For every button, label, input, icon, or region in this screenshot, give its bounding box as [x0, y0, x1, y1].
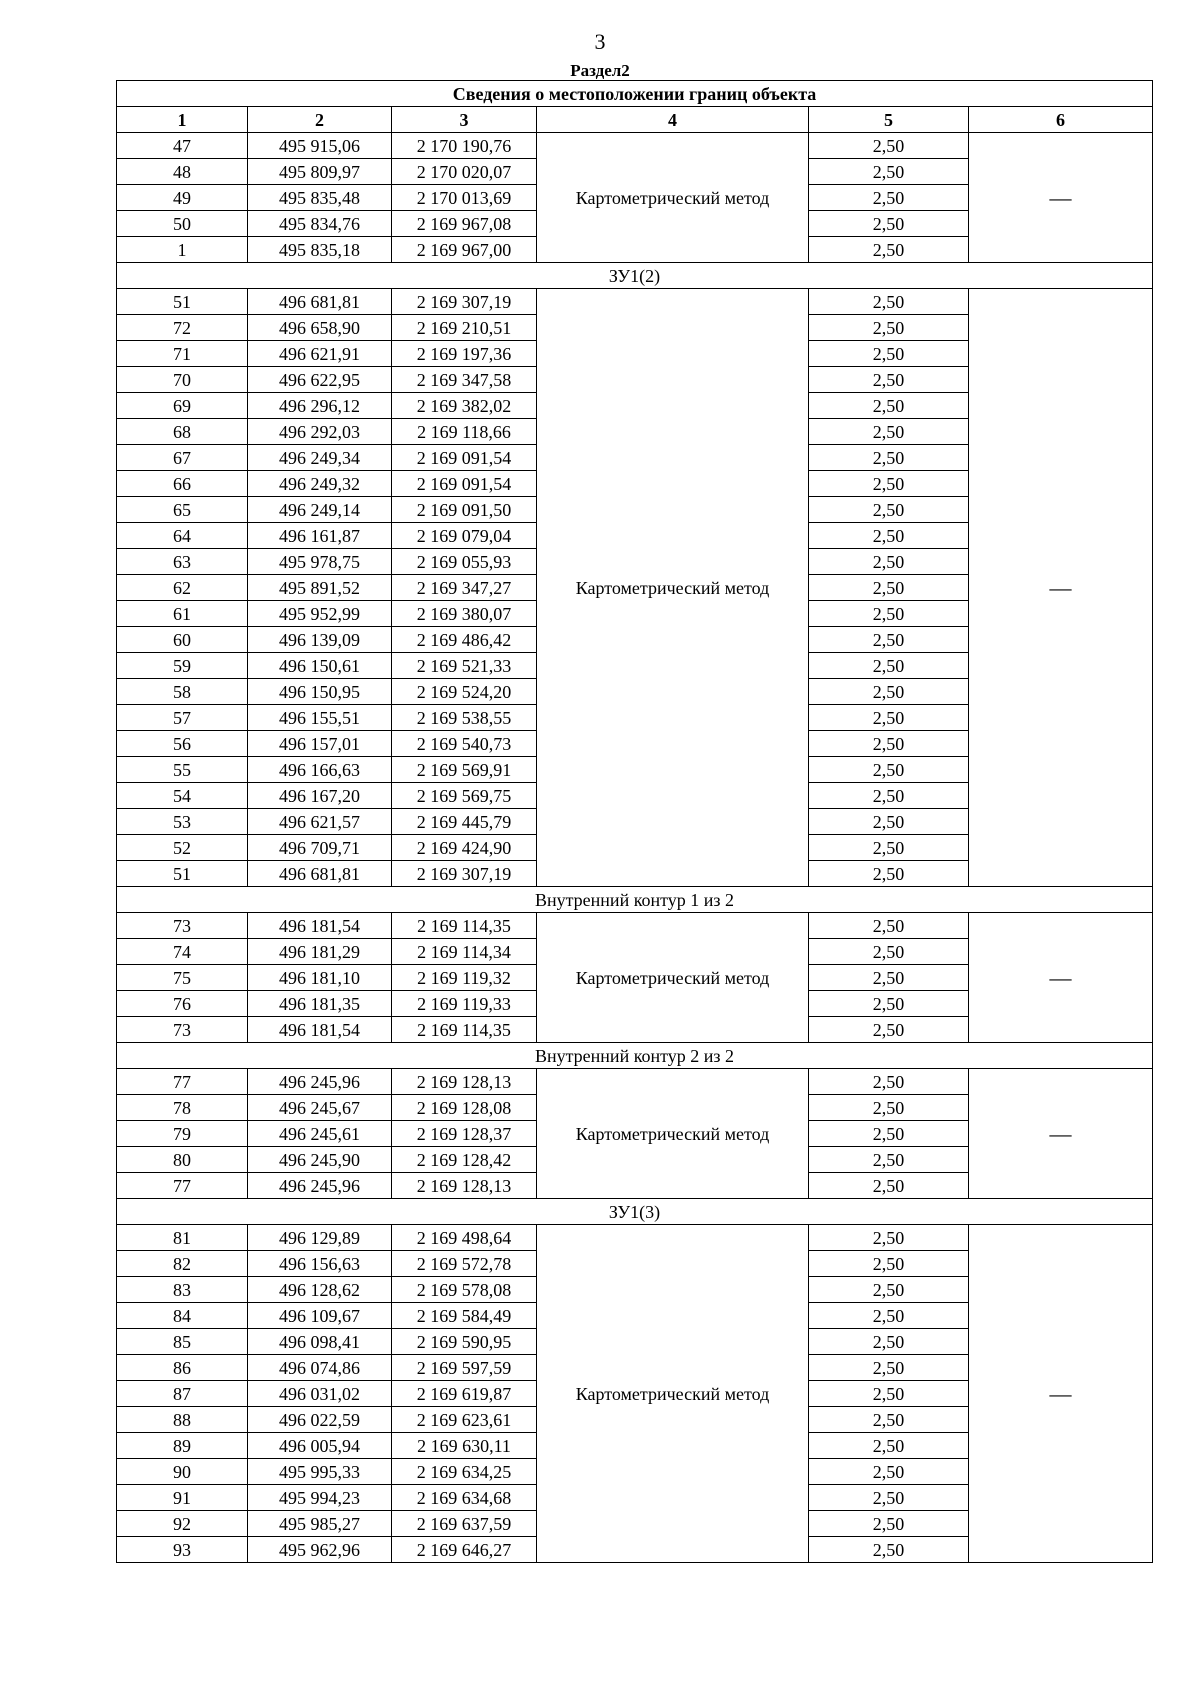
point-number-cell: 85	[117, 1329, 248, 1355]
accuracy-cell: 2,50	[809, 965, 969, 991]
y-coordinate-cell: 2 169 347,27	[392, 575, 537, 601]
x-coordinate-cell: 496 249,34	[248, 445, 392, 471]
accuracy-cell: 2,50	[809, 289, 969, 315]
accuracy-cell: 2,50	[809, 1407, 969, 1433]
accuracy-cell: 2,50	[809, 913, 969, 939]
x-coordinate-cell: 496 074,86	[248, 1355, 392, 1381]
y-coordinate-cell: 2 169 079,04	[392, 523, 537, 549]
table-body	[117, 133, 1153, 1563]
point-number-cell: 52	[117, 835, 248, 861]
point-number-cell: 74	[117, 939, 248, 965]
point-number-cell: 65	[117, 497, 248, 523]
accuracy-cell: 2,50	[809, 1485, 969, 1511]
point-number-cell: 60	[117, 627, 248, 653]
accuracy-cell: 2,50	[809, 1251, 969, 1277]
accuracy-cell: 2,50	[809, 341, 969, 367]
point-number-cell: 77	[117, 1173, 248, 1199]
point-number-cell: 50	[117, 211, 248, 237]
x-coordinate-cell: 496 622,95	[248, 367, 392, 393]
accuracy-cell: 2,50	[809, 835, 969, 861]
x-coordinate-cell: 495 952,99	[248, 601, 392, 627]
accuracy-cell: 2,50	[809, 705, 969, 731]
y-coordinate-cell: 2 169 382,02	[392, 393, 537, 419]
point-number-cell: 57	[117, 705, 248, 731]
x-coordinate-cell: 496 681,81	[248, 289, 392, 315]
y-coordinate-cell: 2 169 114,35	[392, 1017, 537, 1043]
accuracy-cell: 2,50	[809, 237, 969, 263]
x-coordinate-cell: 496 166,63	[248, 757, 392, 783]
point-number-cell: 87	[117, 1381, 248, 1407]
point-number-cell: 72	[117, 315, 248, 341]
accuracy-cell: 2,50	[809, 783, 969, 809]
accuracy-cell: 2,50	[809, 211, 969, 237]
accuracy-cell: 2,50	[809, 315, 969, 341]
point-number-cell: 90	[117, 1459, 248, 1485]
accuracy-cell: 2,50	[809, 731, 969, 757]
point-number-cell: 73	[117, 1017, 248, 1043]
x-coordinate-cell: 496 709,71	[248, 835, 392, 861]
accuracy-cell: 2,50	[809, 1511, 969, 1537]
accuracy-cell: 2,50	[809, 679, 969, 705]
y-coordinate-cell: 2 169 118,66	[392, 419, 537, 445]
accuracy-cell: 2,50	[809, 471, 969, 497]
y-coordinate-cell: 2 169 967,00	[392, 237, 537, 263]
group-header-row	[117, 1043, 1153, 1069]
accuracy-cell: 2,50	[809, 757, 969, 783]
y-coordinate-cell: 2 169 540,73	[392, 731, 537, 757]
y-coordinate-cell: 2 169 055,93	[392, 549, 537, 575]
y-coordinate-cell: 2 169 119,32	[392, 965, 537, 991]
accuracy-cell: 2,50	[809, 419, 969, 445]
point-number-cell: 77	[117, 1069, 248, 1095]
point-number-cell: 51	[117, 289, 248, 315]
accuracy-cell: 2,50	[809, 1329, 969, 1355]
y-coordinate-cell: 2 169 578,08	[392, 1277, 537, 1303]
group-label: Внутренний контур 1 из 2	[117, 887, 1153, 913]
point-number-cell: 88	[117, 1407, 248, 1433]
point-number-cell: 82	[117, 1251, 248, 1277]
accuracy-cell: 2,50	[809, 601, 969, 627]
x-coordinate-cell: 495 985,27	[248, 1511, 392, 1537]
accuracy-cell: 2,50	[809, 1147, 969, 1173]
accuracy-cell: 2,50	[809, 1459, 969, 1485]
point-number-cell: 84	[117, 1303, 248, 1329]
table-row	[117, 289, 1153, 315]
column-header: 6	[969, 107, 1153, 133]
y-coordinate-cell: 2 169 584,49	[392, 1303, 537, 1329]
x-coordinate-cell: 496 681,81	[248, 861, 392, 887]
y-coordinate-cell: 2 169 538,55	[392, 705, 537, 731]
y-coordinate-cell: 2 169 590,95	[392, 1329, 537, 1355]
y-coordinate-cell: 2 169 307,19	[392, 289, 537, 315]
table-title: Сведения о местоположении границ объекта	[117, 81, 1153, 107]
x-coordinate-cell: 495 809,97	[248, 159, 392, 185]
accuracy-cell: 2,50	[809, 1381, 969, 1407]
y-coordinate-cell: 2 169 569,91	[392, 757, 537, 783]
accuracy-cell: 2,50	[809, 1069, 969, 1095]
x-coordinate-cell: 496 621,91	[248, 341, 392, 367]
x-coordinate-cell: 496 005,94	[248, 1433, 392, 1459]
point-number-cell: 91	[117, 1485, 248, 1511]
x-coordinate-cell: 496 022,59	[248, 1407, 392, 1433]
accuracy-cell: 2,50	[809, 549, 969, 575]
group-header-row	[117, 263, 1153, 289]
accuracy-cell: 2,50	[809, 1277, 969, 1303]
point-number-cell: 79	[117, 1121, 248, 1147]
group-label: ЗУ1(3)	[117, 1199, 1153, 1225]
point-number-cell: 59	[117, 653, 248, 679]
accuracy-cell: 2,50	[809, 627, 969, 653]
method-cell: Картометрический метод	[537, 1069, 809, 1199]
column-header: 5	[809, 107, 969, 133]
y-coordinate-cell: 2 169 424,90	[392, 835, 537, 861]
point-number-cell: 76	[117, 991, 248, 1017]
y-coordinate-cell: 2 169 634,68	[392, 1485, 537, 1511]
x-coordinate-cell: 496 139,09	[248, 627, 392, 653]
point-number-cell: 73	[117, 913, 248, 939]
y-coordinate-cell: 2 169 347,58	[392, 367, 537, 393]
x-coordinate-cell: 496 156,63	[248, 1251, 392, 1277]
accuracy-cell: 2,50	[809, 575, 969, 601]
table-row	[117, 1225, 1153, 1251]
point-number-cell: 54	[117, 783, 248, 809]
point-number-cell: 48	[117, 159, 248, 185]
x-coordinate-cell: 496 245,61	[248, 1121, 392, 1147]
y-coordinate-cell: 2 169 380,07	[392, 601, 537, 627]
x-coordinate-cell: 496 245,96	[248, 1173, 392, 1199]
x-coordinate-cell: 496 245,96	[248, 1069, 392, 1095]
column-header: 1	[117, 107, 248, 133]
point-number-cell: 67	[117, 445, 248, 471]
y-coordinate-cell: 2 169 597,59	[392, 1355, 537, 1381]
y-coordinate-cell: 2 169 128,13	[392, 1173, 537, 1199]
method-cell: Картометрический метод	[537, 133, 809, 263]
group-header-row	[117, 1199, 1153, 1225]
y-coordinate-cell: 2 169 128,42	[392, 1147, 537, 1173]
y-coordinate-cell: 2 169 091,54	[392, 445, 537, 471]
y-coordinate-cell: 2 169 572,78	[392, 1251, 537, 1277]
table-row	[117, 913, 1153, 939]
x-coordinate-cell: 495 835,18	[248, 237, 392, 263]
x-coordinate-cell: 496 181,29	[248, 939, 392, 965]
point-number-cell: 80	[117, 1147, 248, 1173]
x-coordinate-cell: 496 109,67	[248, 1303, 392, 1329]
column-header: 4	[537, 107, 809, 133]
accuracy-cell: 2,50	[809, 1225, 969, 1251]
x-coordinate-cell: 496 167,20	[248, 783, 392, 809]
x-coordinate-cell: 495 962,96	[248, 1537, 392, 1563]
x-coordinate-cell: 495 891,52	[248, 575, 392, 601]
column-header-row	[117, 107, 1153, 133]
accuracy-cell: 2,50	[809, 653, 969, 679]
point-number-cell: 58	[117, 679, 248, 705]
x-coordinate-cell: 495 978,75	[248, 549, 392, 575]
x-coordinate-cell: 496 621,57	[248, 809, 392, 835]
point-number-cell: 92	[117, 1511, 248, 1537]
accuracy-cell: 2,50	[809, 1121, 969, 1147]
group-header-row	[117, 887, 1153, 913]
note-cell: —	[969, 913, 1153, 1043]
accuracy-cell: 2,50	[809, 497, 969, 523]
point-number-cell: 64	[117, 523, 248, 549]
point-number-cell: 61	[117, 601, 248, 627]
accuracy-cell: 2,50	[809, 1355, 969, 1381]
x-coordinate-cell: 496 181,10	[248, 965, 392, 991]
y-coordinate-cell: 2 170 020,07	[392, 159, 537, 185]
x-coordinate-cell: 496 296,12	[248, 393, 392, 419]
y-coordinate-cell: 2 169 967,08	[392, 211, 537, 237]
y-coordinate-cell: 2 169 646,27	[392, 1537, 537, 1563]
x-coordinate-cell: 496 128,62	[248, 1277, 392, 1303]
x-coordinate-cell: 496 150,61	[248, 653, 392, 679]
table-row	[117, 133, 1153, 159]
method-cell: Картометрический метод	[537, 913, 809, 1043]
accuracy-cell: 2,50	[809, 523, 969, 549]
point-number-cell: 51	[117, 861, 248, 887]
y-coordinate-cell: 2 170 013,69	[392, 185, 537, 211]
group-label: Внутренний контур 2 из 2	[117, 1043, 1153, 1069]
accuracy-cell: 2,50	[809, 1173, 969, 1199]
y-coordinate-cell: 2 169 498,64	[392, 1225, 537, 1251]
point-number-cell: 68	[117, 419, 248, 445]
point-number-cell: 62	[117, 575, 248, 601]
x-coordinate-cell: 496 161,87	[248, 523, 392, 549]
accuracy-cell: 2,50	[809, 367, 969, 393]
point-number-cell: 1	[117, 237, 248, 263]
y-coordinate-cell: 2 169 307,19	[392, 861, 537, 887]
y-coordinate-cell: 2 169 486,42	[392, 627, 537, 653]
y-coordinate-cell: 2 169 634,25	[392, 1459, 537, 1485]
group-label: ЗУ1(2)	[117, 263, 1153, 289]
table-row	[117, 1069, 1153, 1095]
x-coordinate-cell: 496 031,02	[248, 1381, 392, 1407]
accuracy-cell: 2,50	[809, 809, 969, 835]
column-header: 2	[248, 107, 392, 133]
y-coordinate-cell: 2 169 114,34	[392, 939, 537, 965]
x-coordinate-cell: 495 994,23	[248, 1485, 392, 1511]
method-cell: Картометрический метод	[537, 289, 809, 887]
y-coordinate-cell: 2 169 128,08	[392, 1095, 537, 1121]
accuracy-cell: 2,50	[809, 159, 969, 185]
y-coordinate-cell: 2 169 119,33	[392, 991, 537, 1017]
x-coordinate-cell: 496 155,51	[248, 705, 392, 731]
x-coordinate-cell: 496 150,95	[248, 679, 392, 705]
accuracy-cell: 2,50	[809, 939, 969, 965]
y-coordinate-cell: 2 169 197,36	[392, 341, 537, 367]
y-coordinate-cell: 2 169 128,37	[392, 1121, 537, 1147]
y-coordinate-cell: 2 169 091,54	[392, 471, 537, 497]
point-number-cell: 86	[117, 1355, 248, 1381]
note-cell: —	[969, 1069, 1153, 1199]
point-number-cell: 49	[117, 185, 248, 211]
y-coordinate-cell: 2 169 114,35	[392, 913, 537, 939]
x-coordinate-cell: 496 157,01	[248, 731, 392, 757]
x-coordinate-cell: 495 995,33	[248, 1459, 392, 1485]
x-coordinate-cell: 496 249,14	[248, 497, 392, 523]
x-coordinate-cell: 495 835,48	[248, 185, 392, 211]
y-coordinate-cell: 2 169 128,13	[392, 1069, 537, 1095]
page-number: 3	[594, 29, 606, 54]
x-coordinate-cell: 496 181,35	[248, 991, 392, 1017]
x-coordinate-cell: 496 292,03	[248, 419, 392, 445]
x-coordinate-cell: 496 658,90	[248, 315, 392, 341]
note-cell: —	[969, 1225, 1153, 1563]
y-coordinate-cell: 2 170 190,76	[392, 133, 537, 159]
accuracy-cell: 2,50	[809, 1303, 969, 1329]
x-coordinate-cell: 496 245,67	[248, 1095, 392, 1121]
y-coordinate-cell: 2 169 521,33	[392, 653, 537, 679]
accuracy-cell: 2,50	[809, 133, 969, 159]
x-coordinate-cell: 496 098,41	[248, 1329, 392, 1355]
x-coordinate-cell: 496 181,54	[248, 1017, 392, 1043]
y-coordinate-cell: 2 169 619,87	[392, 1381, 537, 1407]
point-number-cell: 66	[117, 471, 248, 497]
x-coordinate-cell: 495 915,06	[248, 133, 392, 159]
y-coordinate-cell: 2 169 623,61	[392, 1407, 537, 1433]
accuracy-cell: 2,50	[809, 991, 969, 1017]
y-coordinate-cell: 2 169 637,59	[392, 1511, 537, 1537]
section-title: Раздел2	[570, 61, 630, 80]
point-number-cell: 78	[117, 1095, 248, 1121]
note-cell: —	[969, 133, 1153, 263]
method-cell: Картометрический метод	[537, 1225, 809, 1563]
table-title-row	[117, 81, 1153, 107]
accuracy-cell: 2,50	[809, 1537, 969, 1563]
point-number-cell: 69	[117, 393, 248, 419]
x-coordinate-cell: 496 181,54	[248, 913, 392, 939]
boundary-coordinates-table	[116, 80, 1153, 1563]
point-number-cell: 55	[117, 757, 248, 783]
accuracy-cell: 2,50	[809, 185, 969, 211]
accuracy-cell: 2,50	[809, 861, 969, 887]
y-coordinate-cell: 2 169 445,79	[392, 809, 537, 835]
accuracy-cell: 2,50	[809, 1095, 969, 1121]
x-coordinate-cell: 496 249,32	[248, 471, 392, 497]
y-coordinate-cell: 2 169 091,50	[392, 497, 537, 523]
point-number-cell: 63	[117, 549, 248, 575]
y-coordinate-cell: 2 169 524,20	[392, 679, 537, 705]
column-header: 3	[392, 107, 537, 133]
accuracy-cell: 2,50	[809, 1433, 969, 1459]
x-coordinate-cell: 496 245,90	[248, 1147, 392, 1173]
accuracy-cell: 2,50	[809, 393, 969, 419]
y-coordinate-cell: 2 169 210,51	[392, 315, 537, 341]
accuracy-cell: 2,50	[809, 1017, 969, 1043]
point-number-cell: 89	[117, 1433, 248, 1459]
point-number-cell: 71	[117, 341, 248, 367]
accuracy-cell: 2,50	[809, 445, 969, 471]
y-coordinate-cell: 2 169 630,11	[392, 1433, 537, 1459]
point-number-cell: 83	[117, 1277, 248, 1303]
point-number-cell: 81	[117, 1225, 248, 1251]
point-number-cell: 56	[117, 731, 248, 757]
point-number-cell: 75	[117, 965, 248, 991]
note-cell: —	[969, 289, 1153, 887]
point-number-cell: 47	[117, 133, 248, 159]
x-coordinate-cell: 496 129,89	[248, 1225, 392, 1251]
x-coordinate-cell: 495 834,76	[248, 211, 392, 237]
point-number-cell: 93	[117, 1537, 248, 1563]
point-number-cell: 53	[117, 809, 248, 835]
point-number-cell: 70	[117, 367, 248, 393]
y-coordinate-cell: 2 169 569,75	[392, 783, 537, 809]
